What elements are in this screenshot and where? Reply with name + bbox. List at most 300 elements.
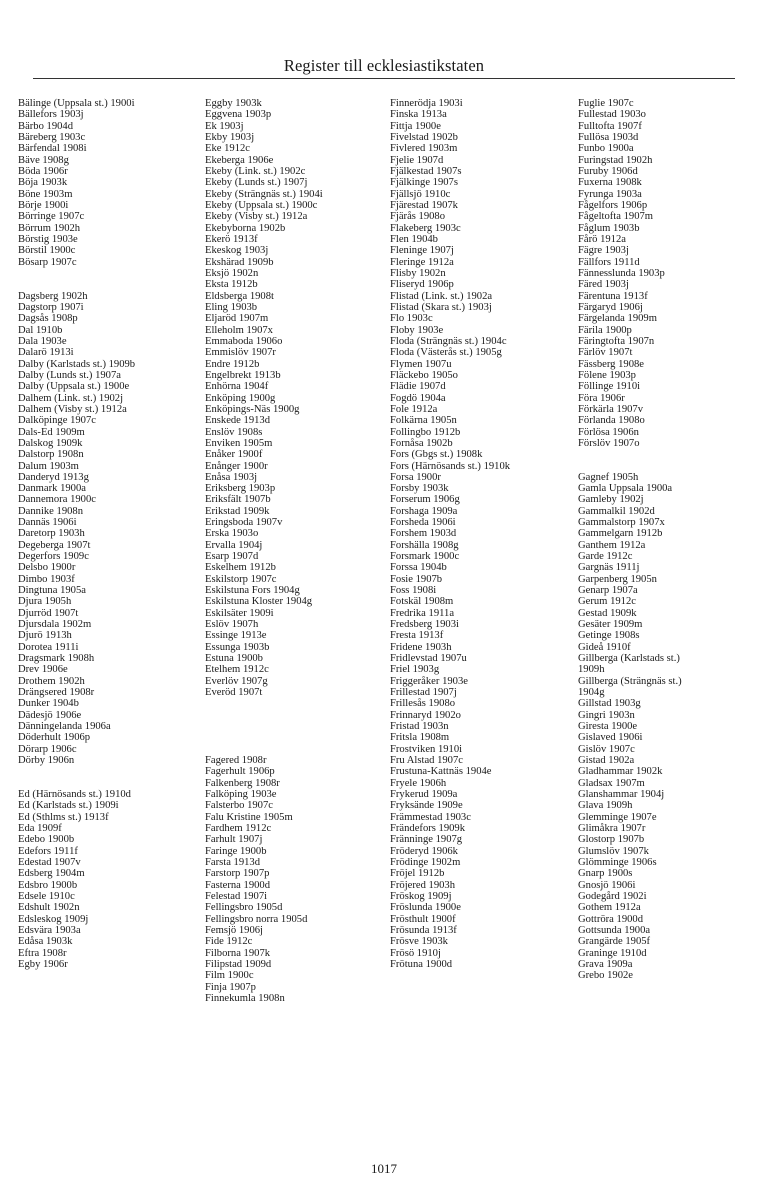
register-entry: Enköping 1900g xyxy=(205,392,276,404)
register-entry: 1904g xyxy=(578,687,605,699)
register-entry: Fällfors 1911d xyxy=(578,256,640,268)
register-entry: Eslöv 1907h xyxy=(205,619,259,631)
register-entry: Dagsås 1908p xyxy=(18,313,78,325)
register-entry: Bösarp 1907c xyxy=(18,256,77,268)
register-entry: Dörarp 1906c xyxy=(18,743,77,755)
register-entry: Främmestad 1903c xyxy=(390,811,471,823)
register-entry: Fröjel 1912b xyxy=(390,868,445,880)
register-entry: Flistad (Link. st.) 1902a xyxy=(390,290,493,302)
register-entry: Fardhem 1912c xyxy=(205,823,272,834)
register-entry: Ed (Karlstads st.) 1909i xyxy=(18,800,119,812)
register-entry: Glostorp 1907b xyxy=(578,834,645,846)
register-entry: Fredsberg 1903i xyxy=(390,619,459,631)
register-entry: Gladhammar 1902k xyxy=(578,766,663,778)
register-entry: Glanshammar 1904j xyxy=(578,789,665,801)
register-entry: Eriksfält 1907b xyxy=(205,494,271,506)
register-entry: Garde 1912c xyxy=(578,551,633,563)
register-entry: Dals-Ed 1909m xyxy=(18,426,85,438)
register-entry: Everlöv 1907g xyxy=(205,675,268,687)
section-gap xyxy=(578,449,760,460)
register-entry: Glömminge 1906s xyxy=(578,856,657,868)
register-entry: Giresta 1900e xyxy=(578,721,638,733)
register-entry: Dimbo 1903f xyxy=(18,573,75,585)
register-entry: Forssa 1904b xyxy=(390,562,447,574)
register-entry: Dalby (Karlstads st.) 1909b xyxy=(18,358,136,370)
register-entry: Frostviken 1910i xyxy=(390,743,463,755)
register-entry: Fasterna 1900d xyxy=(205,879,271,891)
register-entry: Fellingsbro 1905d xyxy=(205,902,283,914)
register-entry: Genarp 1907a xyxy=(578,585,638,597)
register-entry: Forserum 1906g xyxy=(390,494,460,506)
register-entry: Femsjö 1906j xyxy=(205,924,263,936)
register-entry: Eringsboda 1907v xyxy=(205,517,283,529)
register-entry: Gladsax 1907m xyxy=(578,777,645,789)
register-entry: Enviken 1905m xyxy=(205,437,273,449)
register-entry: Fröjered 1903h xyxy=(390,879,456,891)
register-entry: Eskilsäter 1909i xyxy=(205,607,274,619)
register-entry: Dala 1903e xyxy=(18,335,67,347)
register-entry: Finska 1913a xyxy=(390,109,447,121)
register-entry: Eke 1912c xyxy=(205,143,251,155)
section-gap xyxy=(205,710,387,721)
register-entry: Fresta 1913f xyxy=(390,630,444,642)
register-entry: Frinnaryd 1902o xyxy=(390,709,461,721)
register-entry: Glumslöv 1907k xyxy=(578,845,649,857)
register-entry: Dingtuna 1905a xyxy=(18,585,86,597)
register-entry: Fellingsbro norra 1905d xyxy=(205,913,308,925)
register-entry: Böne 1903m xyxy=(18,188,73,200)
register-entry: Eskilstorp 1907c xyxy=(205,573,277,585)
register-entry: Ervalla 1904j xyxy=(205,539,263,551)
register-entry: Falköping 1903e xyxy=(205,789,277,801)
register-entry: Edsele 1910c xyxy=(18,890,75,902)
register-entry: Floby 1903e xyxy=(390,324,444,336)
register-entry: Glimåkra 1907r xyxy=(578,823,646,834)
register-column-4 xyxy=(578,98,760,982)
register-entry: Gagnef 1905h xyxy=(578,471,639,483)
register-entry: Dragsmark 1908h xyxy=(18,653,95,665)
register-entry: Fässberg 1908e xyxy=(578,358,645,370)
register-entry: Endre 1912b xyxy=(205,358,260,370)
register-entry: Fotskäl 1908m xyxy=(390,596,454,608)
register-entry: Fröderyd 1906k xyxy=(390,845,458,857)
register-entry: Dorotea 1911i xyxy=(18,641,79,653)
register-entry: Ekeby (Uppsala st.) 1900c xyxy=(205,199,318,211)
register-entry: Frillestad 1907j xyxy=(390,687,457,699)
register-entry: Börringe 1907c xyxy=(18,211,85,223)
register-entry: Gideå 1910f xyxy=(578,641,631,653)
register-entry: Emmislöv 1907r xyxy=(205,347,276,359)
register-entry: Faringe 1900b xyxy=(205,845,267,857)
register-entry: Ed (Sthlms st.) 1913f xyxy=(18,811,109,823)
register-entry: Bällefors 1903j xyxy=(18,109,84,121)
register-entry: Eldsberga 1908t xyxy=(205,290,274,302)
register-entry: Fristad 1903n xyxy=(390,721,449,733)
register-entry: Eskelhem 1912b xyxy=(205,562,276,574)
register-entry: Farsta 1913d xyxy=(205,856,261,868)
register-entry: Fuxerna 1908k xyxy=(578,177,642,189)
register-entry: Edsberg 1904m xyxy=(18,868,85,880)
register-entry: Gammalstorp 1907x xyxy=(578,517,665,529)
register-entry: Förslöv 1907o xyxy=(578,437,640,449)
section-gap xyxy=(18,268,200,279)
register-entry: Dannemora 1900c xyxy=(18,494,96,506)
register-entry: Fullestad 1903o xyxy=(578,109,646,121)
register-entry: Fjärestad 1907k xyxy=(390,199,458,211)
section-gap xyxy=(205,744,387,755)
register-entry: Grava 1909a xyxy=(578,958,633,970)
register-entry: Frötuna 1900d xyxy=(390,958,453,970)
register-entry: Börrum 1902h xyxy=(18,222,81,234)
register-entry: Flädie 1907d xyxy=(390,381,446,393)
register-entry: Fivelstad 1902b xyxy=(390,131,458,143)
section-gap xyxy=(18,279,200,290)
register-entry: Fru Alstad 1907c xyxy=(390,755,463,767)
register-entry: Dalskog 1909k xyxy=(18,437,83,449)
register-entry: Börstig 1903e xyxy=(18,233,78,245)
register-entry: Ekby 1903j xyxy=(205,131,255,143)
register-entry: Dannike 1908n xyxy=(18,505,84,517)
register-entry: Böda 1906r xyxy=(18,165,68,177)
register-entry: Djursdala 1902m xyxy=(18,619,92,631)
register-entry: Forshaga 1909a xyxy=(390,505,458,517)
register-entry: Fritsla 1908m xyxy=(390,732,450,744)
register-entry: Gottröra 1900d xyxy=(578,913,644,925)
register-entry: Edåsa 1903k xyxy=(18,936,73,948)
register-entry: Glava 1909h xyxy=(578,800,633,812)
page-number: 1017 xyxy=(371,1161,397,1176)
register-entry: Gislöv 1907c xyxy=(578,743,635,755)
register-entry: Fjällsjö 1910c xyxy=(390,188,451,200)
register-entry: Enåsa 1903j xyxy=(205,471,258,483)
register-entry: Frustuna-Kattnäs 1904e xyxy=(390,766,492,778)
register-entry: Ed (Härnösands st.) 1910d xyxy=(18,789,131,801)
register-entry: Grangärde 1905f xyxy=(578,936,651,948)
register-entry: Ekerö 1913f xyxy=(205,233,258,245)
register-entry: Böja 1903k xyxy=(18,177,68,189)
register-entry: Bäve 1908g xyxy=(18,154,69,166)
register-entry: Fagerhult 1906p xyxy=(205,766,275,778)
register-entry: Danderyd 1913g xyxy=(18,471,89,483)
register-entry: Förlösa 1906n xyxy=(578,426,639,438)
register-entry: Felestad 1907i xyxy=(205,890,268,902)
register-entry: Engelbrekt 1913b xyxy=(205,369,281,381)
register-entry: Flakeberg 1903c xyxy=(390,222,461,234)
register-entry: Edestad 1907v xyxy=(18,856,81,868)
register-entry: Falkenberg 1908r xyxy=(205,777,280,789)
register-entry: Forsby 1903k xyxy=(390,483,449,495)
register-entry: Färgaryd 1906j xyxy=(578,301,643,313)
register-entry: Gerum 1912c xyxy=(578,596,636,608)
register-entry: Frändefors 1909k xyxy=(390,823,466,834)
register-entry: Friel 1903g xyxy=(390,664,440,676)
register-entry: Everöd 1907t xyxy=(205,687,263,699)
register-entry: Esarp 1907d xyxy=(205,551,259,563)
register-entry: Dannäs 1906i xyxy=(18,517,77,529)
register-entry: Ekeby (Visby st.) 1912a xyxy=(205,211,308,223)
register-entry: Daretorp 1903h xyxy=(18,528,85,540)
register-entry: Elleholm 1907x xyxy=(205,324,273,336)
section-gap xyxy=(205,698,387,709)
register-entry: Flisby 1902n xyxy=(390,267,446,279)
register-entry: Erska 1903o xyxy=(205,528,259,540)
register-entry: Gothem 1912a xyxy=(578,902,641,914)
register-entry: Färingtofta 1907n xyxy=(578,335,655,347)
register-entry: Fjälkinge 1907s xyxy=(390,177,458,189)
register-entry: Ek 1903j xyxy=(205,120,244,132)
register-entry: Dalby (Uppsala st.) 1900e xyxy=(18,381,130,393)
register-entry: Bärfendal 1908i xyxy=(18,143,87,155)
register-entry: Falsterbo 1907c xyxy=(205,800,273,812)
register-entry: Frösthult 1900f xyxy=(390,913,456,925)
register-entry: Furingstad 1902h xyxy=(578,154,653,166)
register-entry: Flo 1903c xyxy=(390,313,433,325)
register-entry: Dalarö 1913i xyxy=(18,347,74,359)
register-entry: Fryele 1906h xyxy=(390,777,447,789)
register-entry: Dalhem (Link. st.) 1902j xyxy=(18,392,124,404)
register-entry: Drängsered 1908r xyxy=(18,687,95,699)
register-entry: Gesäter 1909m xyxy=(578,619,643,631)
register-entry: Gillberga (Karlstads st.) xyxy=(578,653,680,665)
register-entry: Film 1900c xyxy=(205,970,254,982)
register-entry: Gamla Uppsala 1900a xyxy=(578,483,673,495)
register-entry: Fågeltofta 1907m xyxy=(578,211,654,223)
register-entry: Fåglum 1903b xyxy=(578,222,640,234)
register-entry: Bärbo 1904d xyxy=(18,120,74,132)
register-entry: Dagstorp 1907i xyxy=(18,301,84,313)
register-entry: Dalstorp 1908n xyxy=(18,449,84,461)
register-entry: Ekebyborna 1902b xyxy=(205,222,286,234)
register-entry: Frösve 1903k xyxy=(390,936,448,948)
register-entry: Fuglie 1907c xyxy=(578,98,634,109)
register-entry: Gammelgarn 1912b xyxy=(578,528,663,540)
register-entry: Ekeberga 1906e xyxy=(205,154,274,166)
register-entry: Börje 1900i xyxy=(18,199,69,211)
register-entry: Finnekumla 1908n xyxy=(205,992,285,1004)
register-entry: Edefors 1911f xyxy=(18,845,78,857)
register-entry: Getinge 1908s xyxy=(578,630,640,642)
register-entry: Foss 1908i xyxy=(390,585,437,597)
register-entry: Ekshärad 1909b xyxy=(205,256,274,268)
register-entry: Flen 1904b xyxy=(390,233,438,245)
register-entry: Gillberga (Strängnäs st.) xyxy=(578,675,682,687)
register-entry: Fölene 1903p xyxy=(578,369,636,381)
register-entry: Funbo 1900a xyxy=(578,143,634,155)
register-entry: Fjelie 1907d xyxy=(390,154,444,166)
register-entry: Eksta 1912b xyxy=(205,279,258,291)
register-entry: Färila 1900p xyxy=(578,324,632,336)
register-entry: Frösö 1910j xyxy=(390,947,441,959)
register-entry: Floda (Västerås st.) 1905g xyxy=(390,347,502,359)
register-entry: Fränninge 1907g xyxy=(390,834,463,846)
register-entry: Fliseryd 1906p xyxy=(390,279,454,291)
register-entry: Fors (Härnösands st.) 1910k xyxy=(390,460,511,472)
register-entry: Degeberga 1907t xyxy=(18,539,91,551)
register-entry: Eskilstuna Fors 1904g xyxy=(205,585,300,597)
register-entry: Forshälla 1908g xyxy=(390,539,459,551)
register-entry: Ekeby (Link. st.) 1902c xyxy=(205,165,306,177)
register-entry: Fyrunga 1903a xyxy=(578,188,642,200)
register-entry: Förkärla 1907v xyxy=(578,403,644,415)
register-entry: Föllinge 1910i xyxy=(578,381,641,393)
register-entry: Floda (Strängnäs st.) 1904c xyxy=(390,335,507,347)
register-entry: Fläckebo 1905o xyxy=(390,369,458,381)
register-entry: Eftra 1908r xyxy=(18,947,67,959)
register-entry: Gistad 1902a xyxy=(578,755,635,767)
register-entry: Eda 1909f xyxy=(18,823,62,834)
register-entry: Filborna 1907k xyxy=(205,947,271,959)
register-entry: Edsvära 1903a xyxy=(18,924,81,936)
register-entry: Furuby 1906d xyxy=(578,165,638,177)
register-entry: Fröskog 1909j xyxy=(390,890,452,902)
register-entry: Gingri 1903n xyxy=(578,709,635,721)
register-entry: Fulltofta 1907f xyxy=(578,120,642,132)
register-entry: Drothem 1902h xyxy=(18,675,85,687)
register-entry: Frösunda 1913f xyxy=(390,924,457,936)
section-gap xyxy=(205,721,387,732)
register-entry: Danmark 1900a xyxy=(18,483,86,495)
register-column-1 xyxy=(18,98,200,970)
register-entry: Fornåsa 1902b xyxy=(390,437,453,449)
register-entry: Flistad (Skara st.) 1903j xyxy=(390,301,492,313)
register-entry: Gargnäs 1911j xyxy=(578,562,640,574)
register-entry: Finja 1907p xyxy=(205,981,256,993)
register-entry: Fors (Gbgs st.) 1908k xyxy=(390,449,483,461)
register-entry: Djura 1905h xyxy=(18,596,72,608)
section-gap xyxy=(205,732,387,743)
register-entry: Färgelanda 1909m xyxy=(578,313,657,325)
register-entry: Edsbro 1900b xyxy=(18,879,78,891)
register-entry: Frödinge 1902m xyxy=(390,856,461,868)
register-entry: Degerfors 1909c xyxy=(18,551,89,563)
register-entry: Gislaved 1906i xyxy=(578,732,643,744)
register-column-3 xyxy=(390,98,572,970)
register-entry: Fittja 1900e xyxy=(390,120,441,132)
register-entry: Egby 1906r xyxy=(18,958,68,970)
register-entry: Fleninge 1907j xyxy=(390,245,454,257)
register-entry: Enslöv 1908s xyxy=(205,426,263,438)
register-entry: Graninge 1910d xyxy=(578,947,647,959)
register-entry: Fröslunda 1900e xyxy=(390,902,461,914)
register-entry: 1909h xyxy=(578,664,605,676)
register-entry: Gammalkil 1902d xyxy=(578,505,655,517)
register-entry: Gnarp 1900s xyxy=(578,868,633,880)
register-entry: Gottsunda 1900a xyxy=(578,924,651,936)
section-gap xyxy=(18,778,200,789)
register-entry: Fagered 1908r xyxy=(205,755,267,767)
register-entry: Eggby 1903k xyxy=(205,98,262,109)
register-entry: Falu Kristine 1905m xyxy=(205,811,293,823)
register-entry: Ekeby (Strängnäs st.) 1904i xyxy=(205,188,323,200)
header-rule xyxy=(33,78,735,79)
register-entry: Fivlered 1903m xyxy=(390,143,458,155)
register-entry: Erikstad 1909k xyxy=(205,505,270,517)
register-entry: Fole 1912a xyxy=(390,403,438,415)
register-entry: Forsheda 1906i xyxy=(390,517,456,529)
register-entry: Fårö 1912a xyxy=(578,233,626,245)
register-entry: Enåker 1900f xyxy=(205,449,263,461)
register-entry: Färed 1903j xyxy=(578,279,629,291)
register-entry: Eggvena 1903p xyxy=(205,109,272,121)
register-entry: Dänningelanda 1906a xyxy=(18,721,111,733)
register-entry: Fryksände 1909e xyxy=(390,800,463,812)
register-entry: Finnerödja 1903i xyxy=(390,98,463,109)
register-entry: Fägre 1903j xyxy=(578,245,629,257)
register-entry: Gnosjö 1906i xyxy=(578,879,636,891)
register-entry: Filipstad 1909d xyxy=(205,958,272,970)
register-entry: Eling 1903b xyxy=(205,301,258,313)
register-entry: Essunga 1903b xyxy=(205,641,270,653)
register-entry: Börstil 1900c xyxy=(18,245,76,257)
register-entry: Dalköpinge 1907c xyxy=(18,415,96,427)
register-entry: Enånger 1900r xyxy=(205,460,268,472)
register-entry: Ganthem 1912a xyxy=(578,539,646,551)
register-entry: Fridlevstad 1907u xyxy=(390,653,467,665)
register-entry: Djurö 1913h xyxy=(18,630,72,642)
register-entry: Farhult 1907j xyxy=(205,834,263,846)
register-entry: Enskede 1913d xyxy=(205,415,271,427)
register-entry: Friggeråker 1903e xyxy=(390,675,468,687)
register-entry: Dalby (Lunds st.) 1907a xyxy=(18,369,121,381)
register-entry: Godegård 1902i xyxy=(578,890,647,902)
register-entry: Edebo 1900b xyxy=(18,834,75,846)
register-entry: Frykerud 1909a xyxy=(390,789,458,801)
register-entry: Ekeby (Lunds st.) 1907j xyxy=(205,177,308,189)
register-entry: Gamleby 1902j xyxy=(578,494,644,506)
register-entry: Fågelfors 1906p xyxy=(578,199,648,211)
register-entry: Dalhem (Visby st.) 1912a xyxy=(18,403,127,415)
register-entry: Fleringe 1912a xyxy=(390,256,454,268)
register-entry: Förlanda 1908o xyxy=(578,415,645,427)
section-gap xyxy=(578,461,760,472)
register-entry: Fullösa 1903d xyxy=(578,131,639,143)
register-entry: Fosie 1907b xyxy=(390,573,443,585)
register-entry: Färlöv 1907t xyxy=(578,347,633,359)
register-entry: Essinge 1913e xyxy=(205,630,267,642)
register-entry: Bälinge (Uppsala st.) 1900i xyxy=(18,98,135,109)
register-entry: Edshult 1902n xyxy=(18,902,80,914)
register-entry: Eriksberg 1903p xyxy=(205,483,276,495)
register-entry: Grebo 1902e xyxy=(578,970,634,982)
register-entry: Emmaboda 1906o xyxy=(205,335,283,347)
register-entry: Garpenberg 1905n xyxy=(578,573,657,585)
register-entry: Döderhult 1906p xyxy=(18,732,91,744)
register-entry: Fjärås 1908o xyxy=(390,211,446,223)
register-column-2 xyxy=(205,98,387,1004)
register-entry: Fogdö 1904a xyxy=(390,392,446,404)
register-entry: Dörby 1906n xyxy=(18,755,75,767)
register-entry: Dal 1910b xyxy=(18,324,63,336)
register-entry: Färentuna 1913f xyxy=(578,290,648,302)
register-entry: Estuna 1900b xyxy=(205,653,263,665)
register-entry: Eskilstuna Kloster 1904g xyxy=(205,596,313,608)
register-entry: Forsmark 1900c xyxy=(390,551,460,563)
register-entry: Enhörna 1904f xyxy=(205,381,269,393)
register-entry: Follingbo 1912b xyxy=(390,426,461,438)
register-entry: Gestad 1909k xyxy=(578,607,637,619)
register-entry: Eljaröd 1907m xyxy=(205,313,269,325)
register-entry: Fännesslunda 1903p xyxy=(578,267,665,279)
register-entry: Bäreberg 1903c xyxy=(18,131,86,143)
register-entry: Frillesås 1908o xyxy=(390,698,456,710)
register-entry: Fredrika 1911a xyxy=(390,607,455,619)
register-entry: Gillstad 1903g xyxy=(578,698,641,710)
register-entry: Djurröd 1907t xyxy=(18,607,79,619)
register-entry: Delsbo 1900r xyxy=(18,562,76,574)
register-entry: Glemminge 1907e xyxy=(578,811,657,823)
register-entry: Föra 1906r xyxy=(578,392,625,404)
register-entry: Forsa 1900r xyxy=(390,471,441,483)
